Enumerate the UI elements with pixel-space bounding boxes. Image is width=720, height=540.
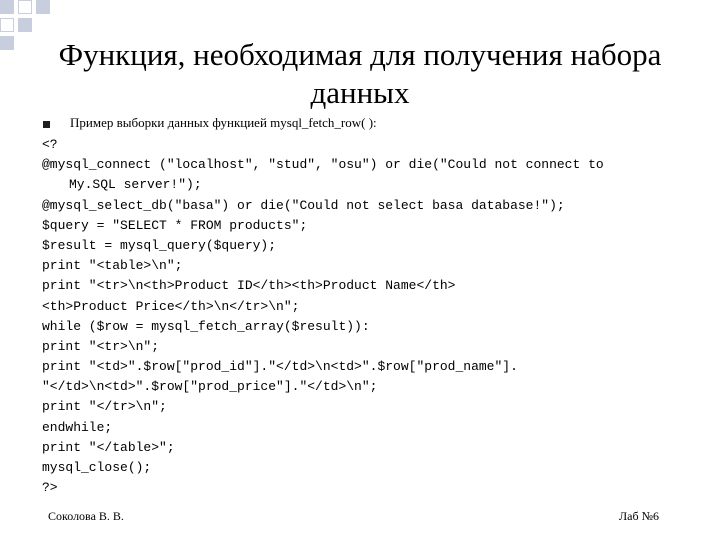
corner-square <box>36 0 50 14</box>
code-line: print "</tr>\n"; <box>42 399 167 415</box>
slide-title-line: Функция, необходимая для получения набора <box>58 37 662 72</box>
code-line: print "<td>".$row["prod_id"]."</td>\n<td>".$row["prod_name"]. <box>42 359 518 375</box>
code-line: <th>Product Price</th>\n</tr>\n"; <box>42 298 300 314</box>
code-line: print "<tr>\n"; <box>42 338 160 354</box>
code-line: @mysql_select_db("basa") or die("Could not select basa database!"); <box>42 197 565 213</box>
corner-square <box>18 18 32 32</box>
code-line: @mysql_connect ("localhost", "stud", "osu") or die("Could not connect to <box>42 157 604 173</box>
code-line: ?> <box>42 480 58 496</box>
code-line: while ($row = mysql_fetch_array($result)): <box>42 318 370 334</box>
footer-label: Лаб №6 <box>619 509 660 523</box>
slide-title-line: данных <box>310 75 410 110</box>
code-line: <? <box>42 137 58 152</box>
corner-square <box>0 18 14 32</box>
code-line: mysql_close(); <box>42 460 152 475</box>
code-line: "</td>\n<td>".$row["prod_price"]."</td>\n"; <box>42 379 378 395</box>
code-line: endwhile; <box>42 419 113 435</box>
code-block <box>42 135 604 498</box>
bullet-text: Пример выборки данных функцией mysql_fetch_row( ): <box>70 115 377 130</box>
code-line: print "<tr>\n<th>Product ID</th><th>Product Name</th> <box>42 278 456 294</box>
footer-author: Соколова В. В. <box>48 509 124 523</box>
square-bullet-icon <box>43 121 50 128</box>
slide-title <box>40 36 680 112</box>
code-line: print "<table>\n"; <box>42 258 183 274</box>
code-line: My.SQL server!"); <box>69 177 202 193</box>
corner-square <box>0 0 14 14</box>
code-line: $result = mysql_query($query); <box>42 237 277 253</box>
corner-square <box>0 36 14 50</box>
code-line: $query = "SELECT * FROM products"; <box>42 217 308 233</box>
corner-square <box>18 0 32 14</box>
code-line: print "</table>"; <box>42 439 175 455</box>
